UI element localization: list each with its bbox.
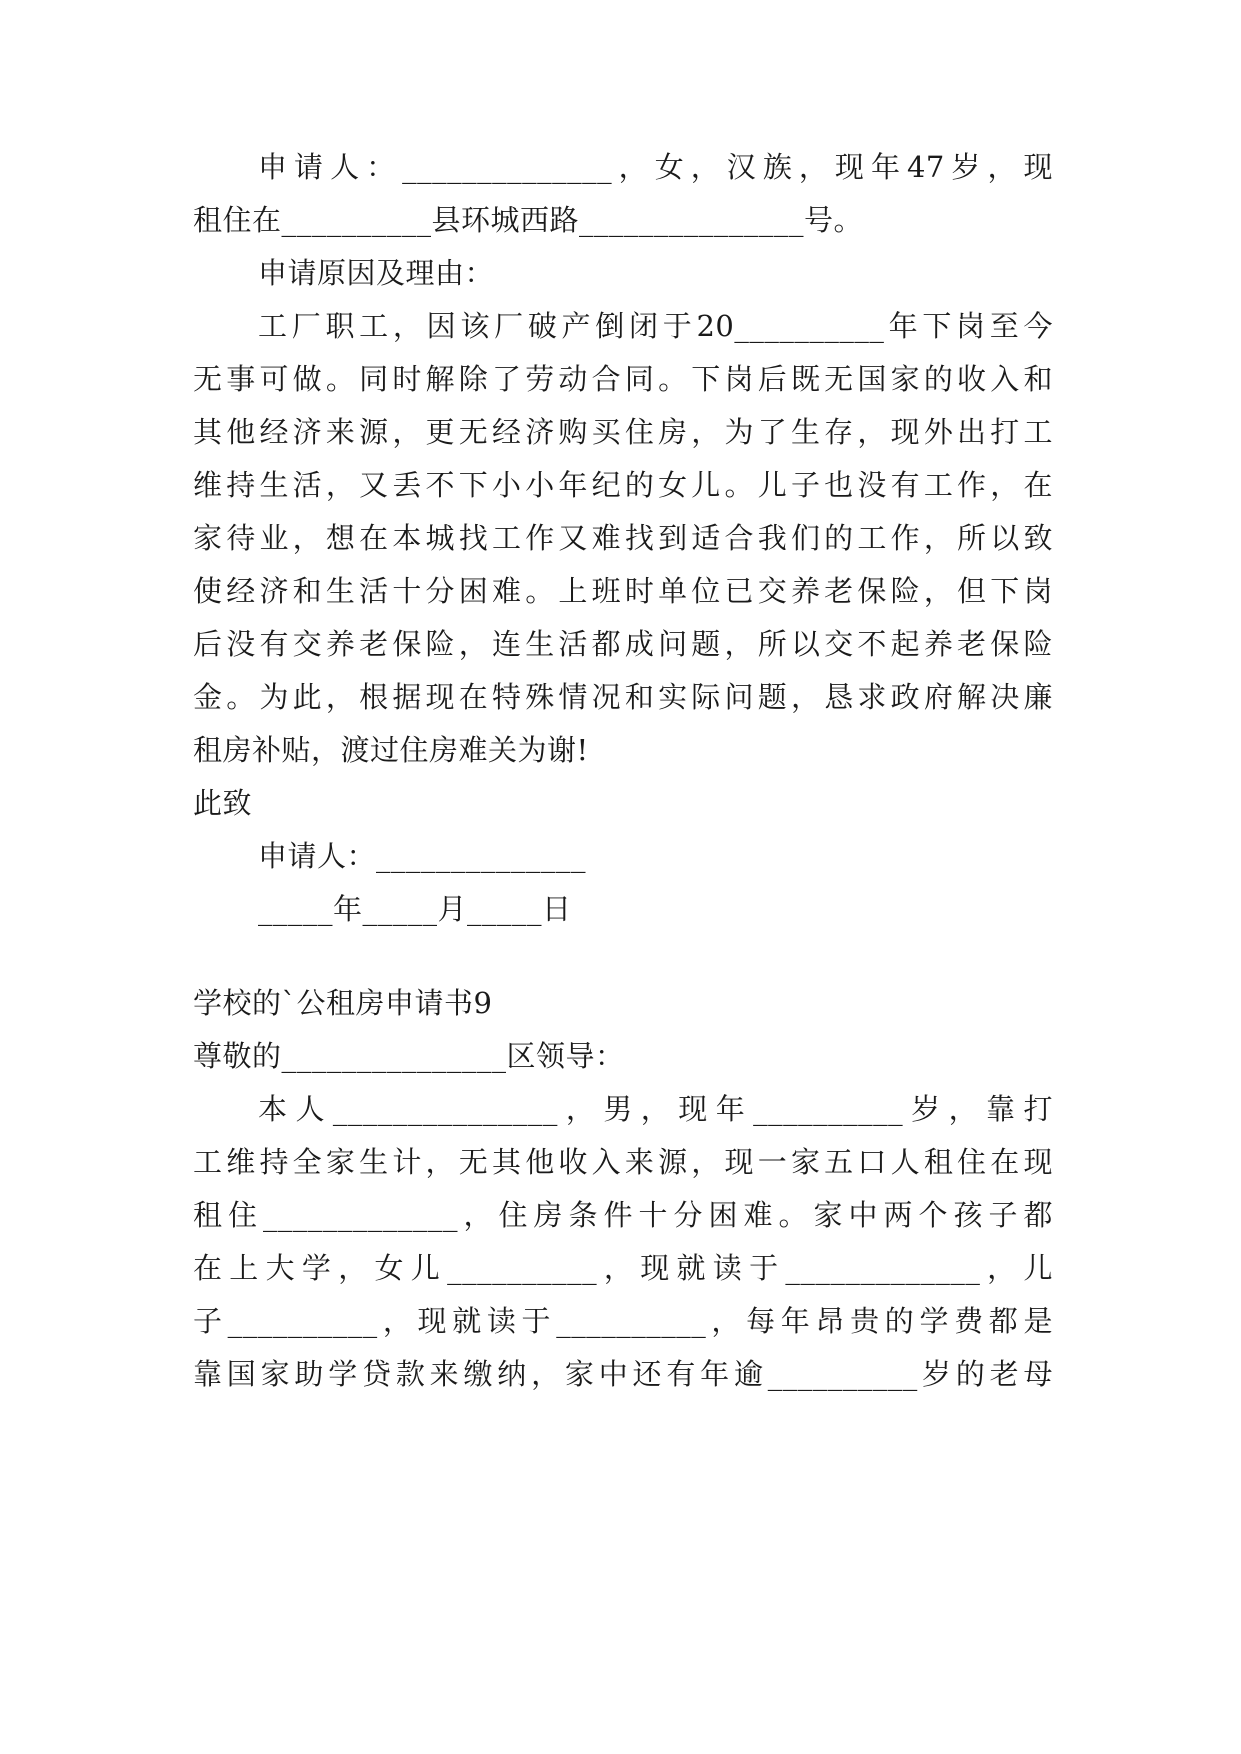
text-line: 维持生活，又丢不下小小年纪的女儿。儿子也没有工作，在 (193, 468, 1053, 502)
text-line: 家待业，想在本城找工作又难找到适合我们的工作，所以致 (193, 521, 1053, 555)
signature-line: 申请人：______________ (258, 839, 587, 873)
text-line: 申请人：______________，女，汉族，现年47岁，现 (258, 150, 1053, 184)
document-title: 学校的`公租房申请书9 (193, 986, 493, 1020)
date-line: _____年_____月_____日 (258, 892, 572, 926)
text-line: 工厂职工，因该厂破产倒闭于20__________年下岗至今 (258, 309, 1053, 343)
text-line: 在上大学，女儿__________，现就读于_____________，儿 (193, 1251, 1053, 1285)
text-line: 其他经济来源，更无经济购买住房，为了生存，现外出打工 (193, 415, 1053, 449)
text-line: 使经济和生活十分困难。上班时单位已交养老保险，但下岗 (193, 574, 1053, 608)
text-line: 后没有交养老保险，连生活都成问题，所以交不起养老保险 (193, 627, 1053, 661)
text-line: 金。为此，根据现在特殊情况和实际问题，恳求政府解决廉 (193, 680, 1053, 714)
salutation: 尊敬的_______________区领导： (193, 1039, 625, 1073)
section-heading: 申请原因及理由： (258, 256, 495, 290)
text-line: 租住_____________，住房条件十分困难。家中两个孩子都 (193, 1198, 1053, 1232)
text-line: 子__________，现就读于__________，每年昂贵的学费都是 (193, 1304, 1053, 1338)
text-line: 靠国家助学贷款来缴纳，家中还有年逾__________岁的老母 (193, 1357, 1053, 1391)
text-line: 租住在__________县环城西路_______________号。 (193, 203, 864, 237)
text-line: 无事可做。同时解除了劳动合同。下岗后既无国家的收入和 (193, 362, 1053, 396)
text-line: 本人_______________，男，现年__________岁，靠打 (258, 1092, 1053, 1126)
salutation-closing: 此致 (193, 786, 253, 820)
text-line: 租房补贴，渡过住房难关为谢! (193, 733, 589, 767)
text-line: 工维持全家生计，无其他收入来源，现一家五口人租住在现 (193, 1145, 1053, 1179)
